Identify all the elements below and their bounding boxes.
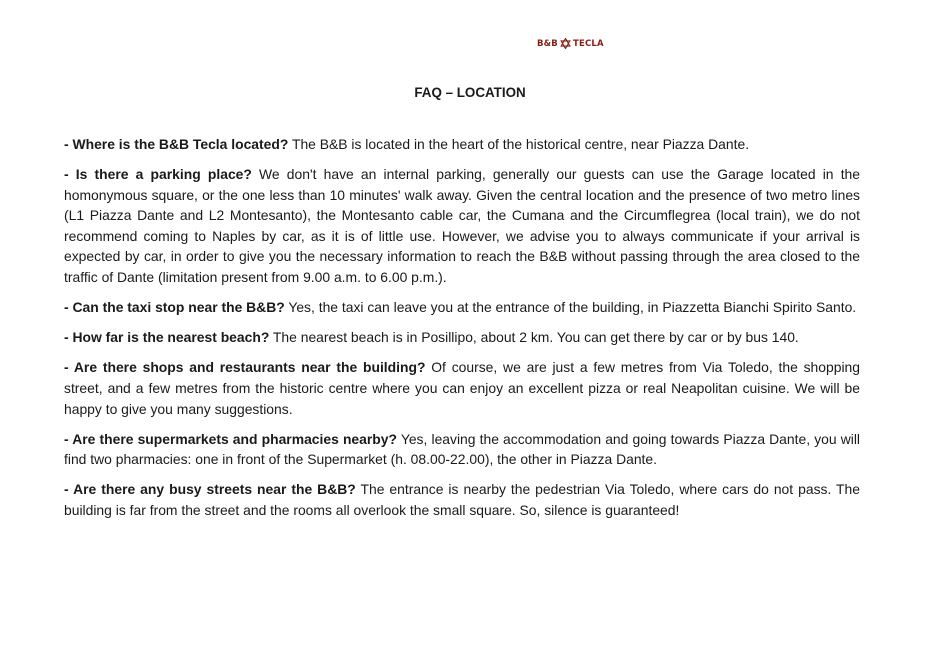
faq-item-beach [64, 327, 860, 348]
brand-logo [537, 38, 604, 49]
faq-question: - Are there shops and restaurants near the building? [64, 359, 426, 376]
faq-question: - Can the taxi stop near the B&B? [64, 299, 285, 316]
faq-answer: The entrance is nearby the pedestrian Via Toledo, where cars do not pass. The building is far from the street and the rooms all overlook the small square. So, silence is guaranteed! [64, 481, 860, 518]
faq-question: - How far is the nearest beach? [64, 329, 270, 346]
faq-answer: We don't have an internal parking, generally our guests can use the Garage located in the homonymous square, or the one less than 10 minutes' walk away. Given the central location and the presence of two metro lines (L1 Piazza Dante and L2 Montesanto), the Montesanto cable car, the Cumana and the Circumflegrea (local train), we do not recommend coming to Naples by car, as it is of little use. However, we advise you to always communicate if your arrival is expected by car, in order to give you the necessary information to reach the B&B without passing through the area closed to the traffic of Dante (limitation present from 9.00 a.m. to 6.00 p.m.). [64, 166, 860, 286]
faq-question: - Are there supermarkets and pharmacies nearby? [64, 430, 397, 447]
star-icon [560, 38, 571, 49]
faq-item-parking [64, 164, 860, 288]
faq-list [64, 134, 860, 530]
faq-item-streets [64, 479, 860, 520]
faq-item-taxi [64, 297, 860, 318]
faq-item-shops [64, 357, 860, 419]
faq-item-supermarkets [64, 429, 860, 470]
faq-item-location [64, 134, 860, 155]
faq-answer: The B&B is located in the heart of the historical centre, near Piazza Dante. [288, 136, 750, 152]
faq-answer: Yes, the taxi can leave you at the entrance of the building, in Piazzetta Bianchi Spirito Santo. [284, 299, 857, 316]
faq-answer: Of course, we are just a few metres from Via Toledo, the shopping street, and a few metres from the historic centre where you can enjoy an excellent pizza or real Neapolitan cuisine. We will be happy to give you many suggestions. [64, 359, 860, 417]
logo-text-left: B&B [537, 38, 558, 49]
faq-question: - Are there any busy streets near the B&B? [64, 481, 356, 498]
faq-answer: The nearest beach is in Posillipo, about 2 km. You can get there by car or by bus 140. [269, 329, 799, 346]
page-title: FAQ – LOCATION [414, 85, 526, 100]
faq-answer: Yes, leaving the accommodation and going towards Piazza Dante, you will find two pharmacies: one in front of the Supermarket (h. 08.00-22.00), the other in Piazza Dante. [64, 430, 860, 468]
logo-text-right: TECLA [572, 38, 604, 49]
faq-question: - Is there a parking place? [64, 166, 252, 183]
faq-question: - Where is the B&B Tecla located? [64, 136, 289, 152]
